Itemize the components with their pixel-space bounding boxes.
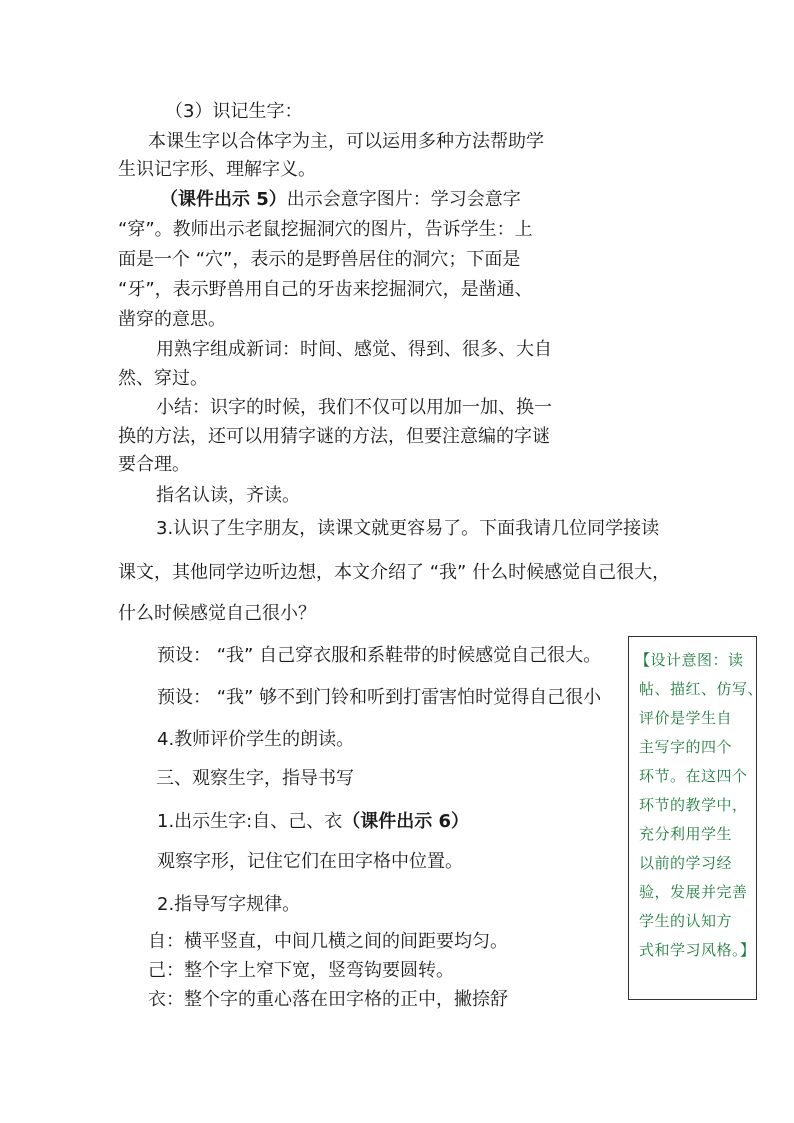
section-heading: 三、观察生字，指导书写 [156,768,354,789]
paragraph-line: “牙”，表示野兽用自己的牙齿来挖掘洞穴，是凿通、 [118,279,533,300]
paragraph-line [157,810,469,834]
paragraph-line: 2.指导写字规律。 [157,894,301,915]
paragraph-line: 衣：整个字的重心落在田字格的正中，撇捺舒 [148,989,508,1010]
courseware-ref: （课件出示 6） [342,811,470,832]
paragraph-line: 什么时候感觉自己很小？ [118,603,316,624]
sidebox-line: 主写字的四个 [639,738,733,756]
courseware-ref: （课件出示 5） [160,189,287,210]
sidebox-line: 环节。在这四个 [639,767,748,785]
paragraph-line: 用熟字组成新词：时间、感觉、得到、很多、大自 [156,339,552,360]
sidebox-line: 充分利用学生 [639,825,733,843]
paragraph-text: 1.出示生字:自、己、衣 [157,811,343,832]
paragraph-line: 4.教师评价学生的朗读。 [157,729,355,750]
paragraph-line: 生识记字形、理解字义。 [118,159,316,180]
paragraph-line: 本课生字以合体字为主，可以运用多种方法帮助学 [148,131,544,152]
sidebox-line: 学生的认知方 [639,912,733,930]
paragraph-line: 3.认识了生字朋友，读课文就更容易了。下面我请几位同学接读 [156,518,660,539]
sidebox-line: 环节的教学中， [639,796,748,814]
paragraph-line: 指名认读，齐读。 [156,485,300,506]
sidebox-line: 以前的学习经 [639,854,733,872]
sidebox-line: 评价是学生自 [639,709,733,727]
paragraph-line: 然、穿过。 [118,368,208,389]
preset-line: 预设： “我” 自己穿衣服和系鞋带的时候感觉自己很大。 [157,645,602,666]
paragraph-line: 面是一个 “穴”，表示的是野兽居住的洞穴；下面是 [118,249,521,270]
sidebox-line: 帖、描红、仿写、 [639,680,764,698]
paragraph-line: 己：整个字上窄下宽，竖弯钩要圆转。 [148,960,454,981]
paragraph-line: 观察字形，记住它们在田字格中位置。 [157,851,463,872]
sidebox-line: 【设计意图：读 [635,651,744,669]
heading-3: （3）识记生字： [165,101,303,122]
sidebox-line: 式和学习风格。】 [639,941,756,959]
paragraph-line [160,188,521,212]
paragraph-line: 自：横平竖直，中间几横之间的间距要均匀。 [148,931,508,952]
paragraph-line: 凿穿的意思。 [118,309,226,330]
paragraph-line: “穿”。教师出示老鼠挖掘洞穴的图片，告诉学生：上 [118,219,533,240]
paragraph-line: 小结：识字的时候，我们不仅可以用加一加、换一 [156,397,552,418]
paragraph-line: 换的方法，还可以用猜字谜的方法，但要注意编的字谜 [118,426,550,447]
paragraph-line: 课文，其他同学边听边想，本文介绍了 “我” 什么时候感觉自己很大， [118,562,671,583]
paragraph-line: 要合理。 [118,454,190,475]
sidebox-line: 验，发展并完善 [639,883,748,901]
design-intent-box [628,636,764,1000]
paragraph-text: 出示会意字图片：学习会意字 [286,189,521,210]
preset-line: 预设： “我” 够不到门铃和听到打雷害怕时觉得自己很小 [157,687,602,708]
